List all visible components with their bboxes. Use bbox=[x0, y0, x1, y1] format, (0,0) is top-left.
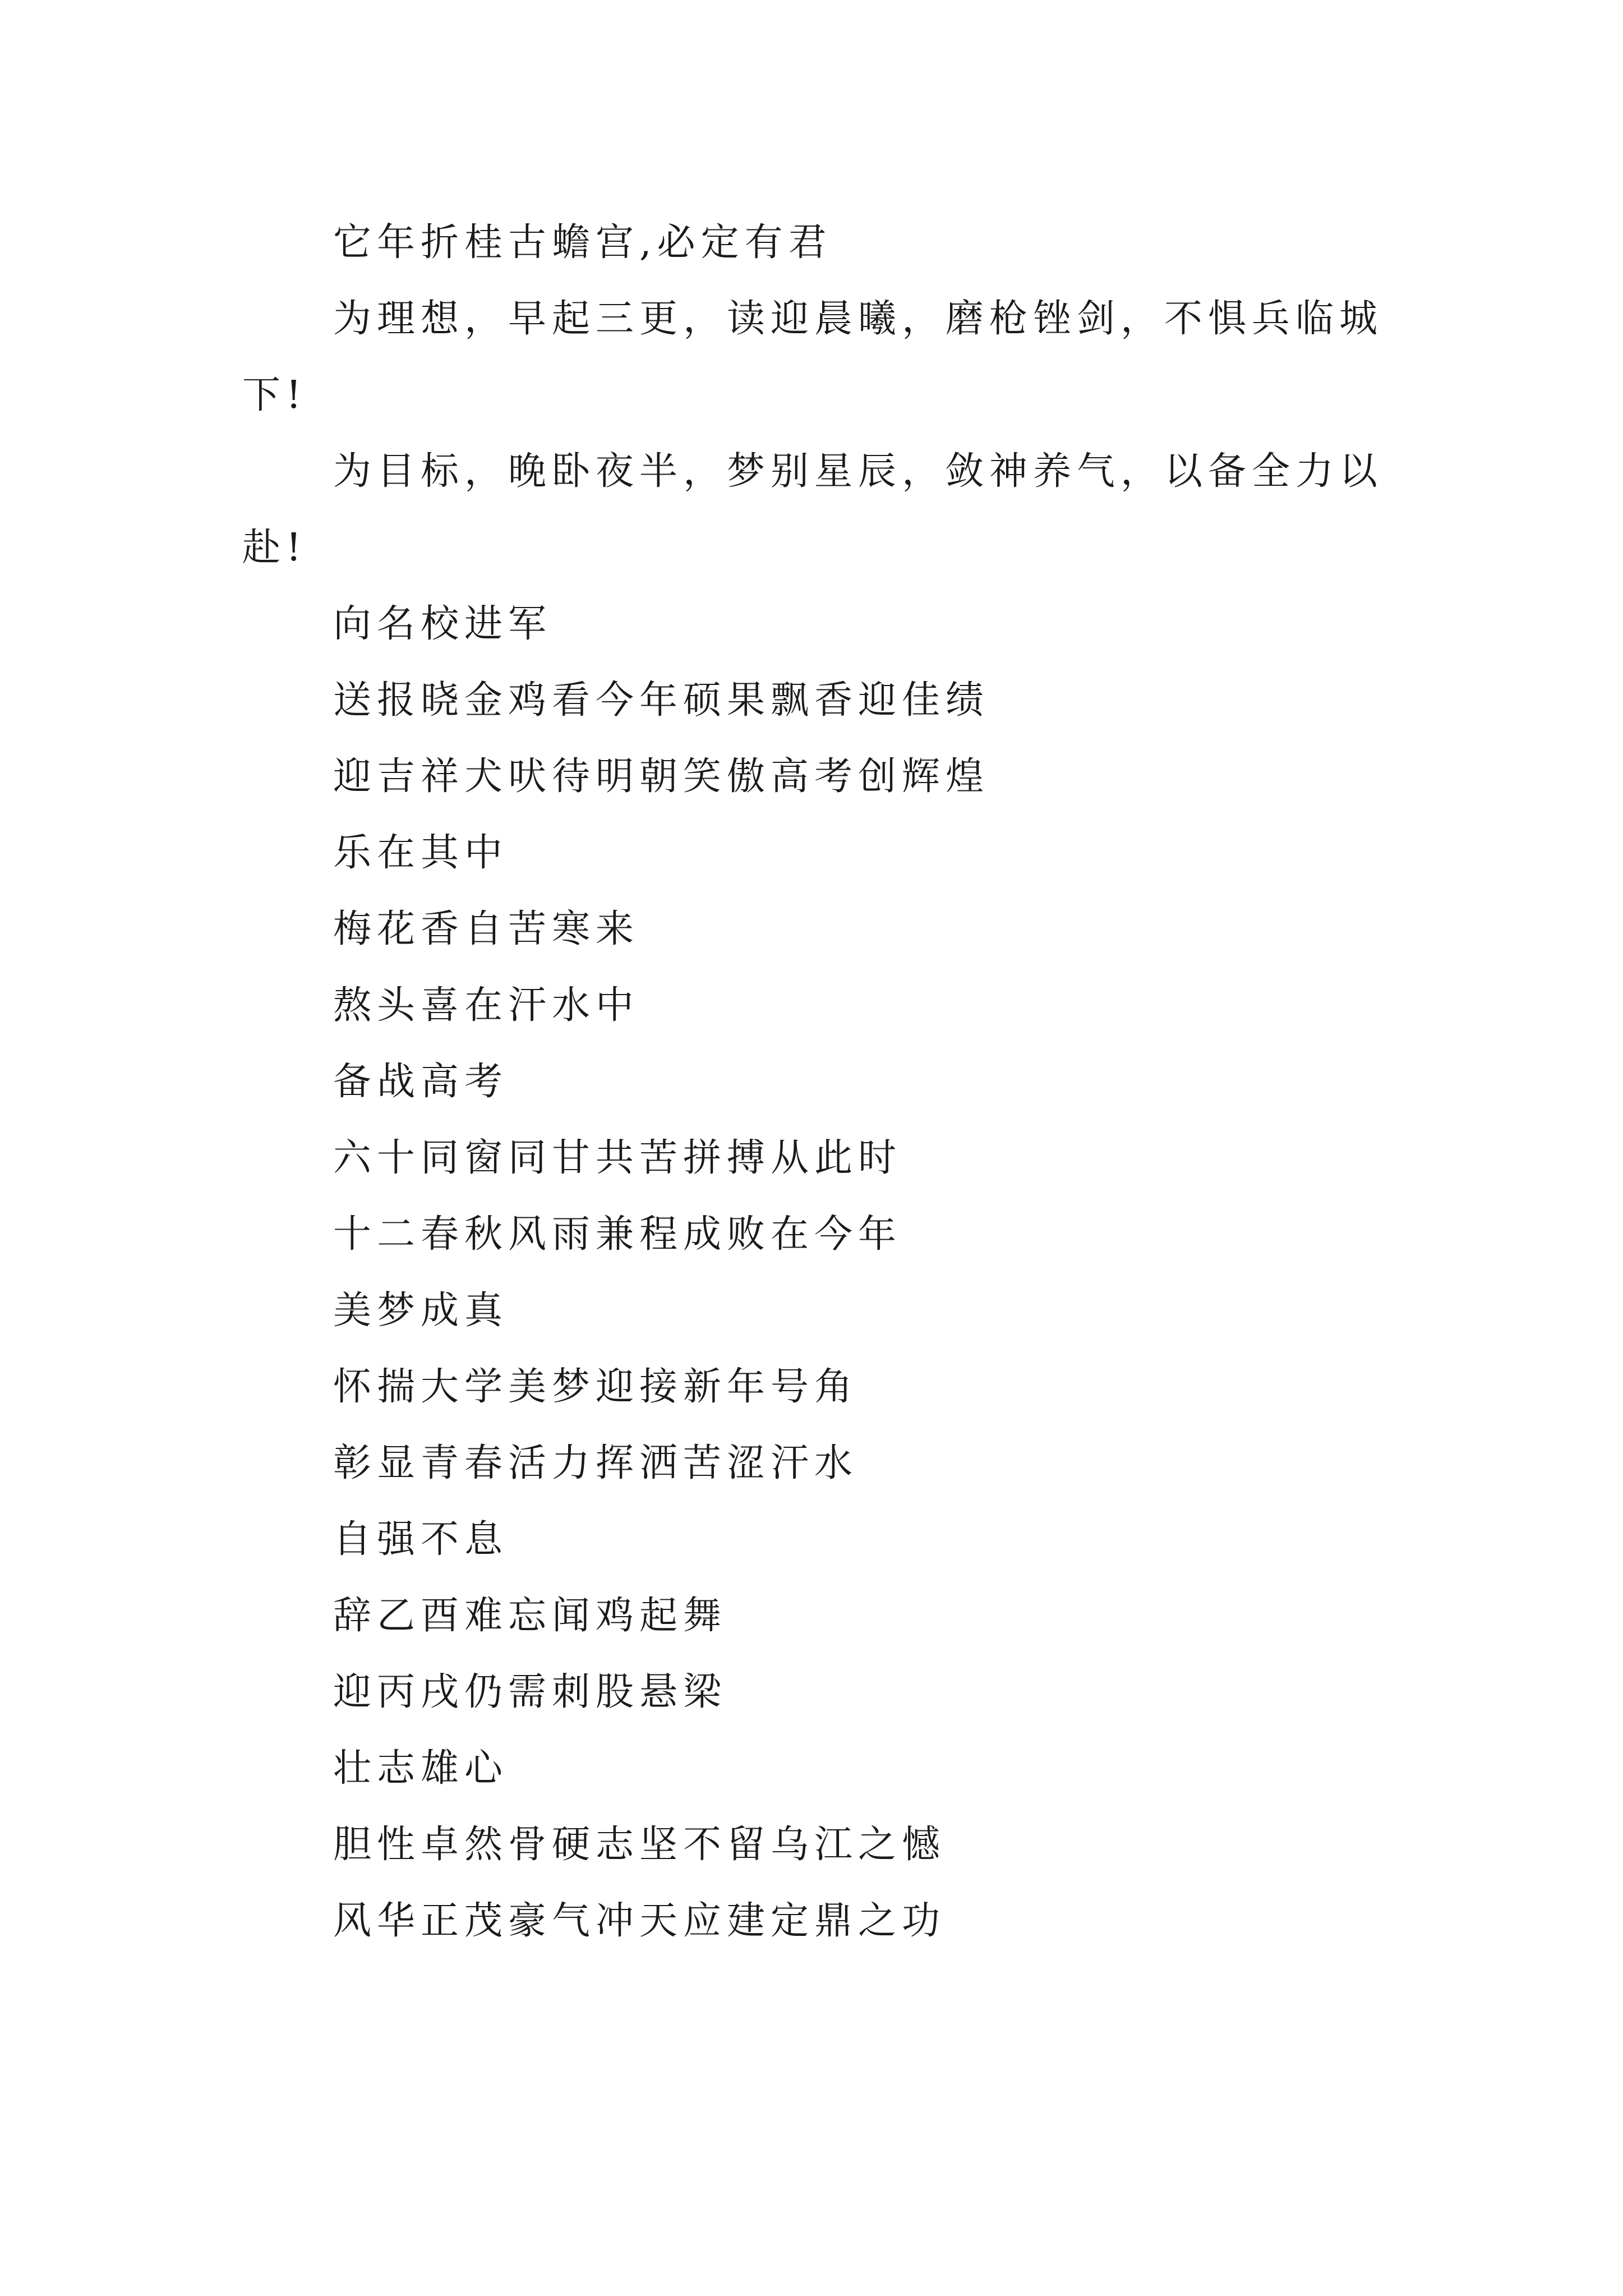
paragraph: 向名校进军 bbox=[333, 602, 552, 646]
paragraph: 怀揣大学美梦迎接新年号角 bbox=[333, 1365, 859, 1409]
paragraph: 彰显青春活力挥洒苦涩汗水 bbox=[333, 1441, 859, 1485]
paragraph: 自强不息 bbox=[333, 1517, 509, 1562]
paragraph: 美梦成真 bbox=[333, 1289, 509, 1333]
paragraph: 风华正茂豪气冲天应建定鼎之功 bbox=[333, 1899, 946, 1943]
paragraph: 六十同窗同甘共苦拼搏从此时 bbox=[333, 1136, 902, 1180]
paragraph: 胆性卓然骨硬志坚不留乌江之憾 bbox=[333, 1823, 946, 1867]
paragraph: 送报晓金鸡看今年硕果飘香迎佳绩 bbox=[333, 678, 990, 723]
document-body bbox=[242, 205, 1386, 1959]
paragraph: 它年折桂古蟾宫,必定有君 bbox=[333, 220, 832, 265]
paragraph: 为目标，晚卧夜半，梦别星辰，敛神养气，以备全力以赴! bbox=[242, 449, 1384, 570]
paragraph: 熬头喜在汗水中 bbox=[333, 983, 640, 1028]
paragraph: 辞乙酉难忘闻鸡起舞 bbox=[333, 1594, 727, 1638]
paragraph: 备战高考 bbox=[333, 1060, 509, 1104]
paragraph: 乐在其中 bbox=[333, 831, 509, 875]
paragraph: 迎丙戌仍需刺股悬梁 bbox=[333, 1670, 727, 1714]
paragraph: 梅花香自苦寒来 bbox=[333, 907, 640, 951]
paragraph: 迎吉祥犬吠待明朝笑傲高考创辉煌 bbox=[333, 754, 990, 799]
paragraph: 为理想，早起三更，读迎晨曦，磨枪锉剑，不惧兵临城下! bbox=[242, 297, 1384, 417]
paragraph: 壮志雄心 bbox=[333, 1746, 509, 1791]
paragraph: 十二春秋风雨兼程成败在今年 bbox=[333, 1212, 902, 1257]
